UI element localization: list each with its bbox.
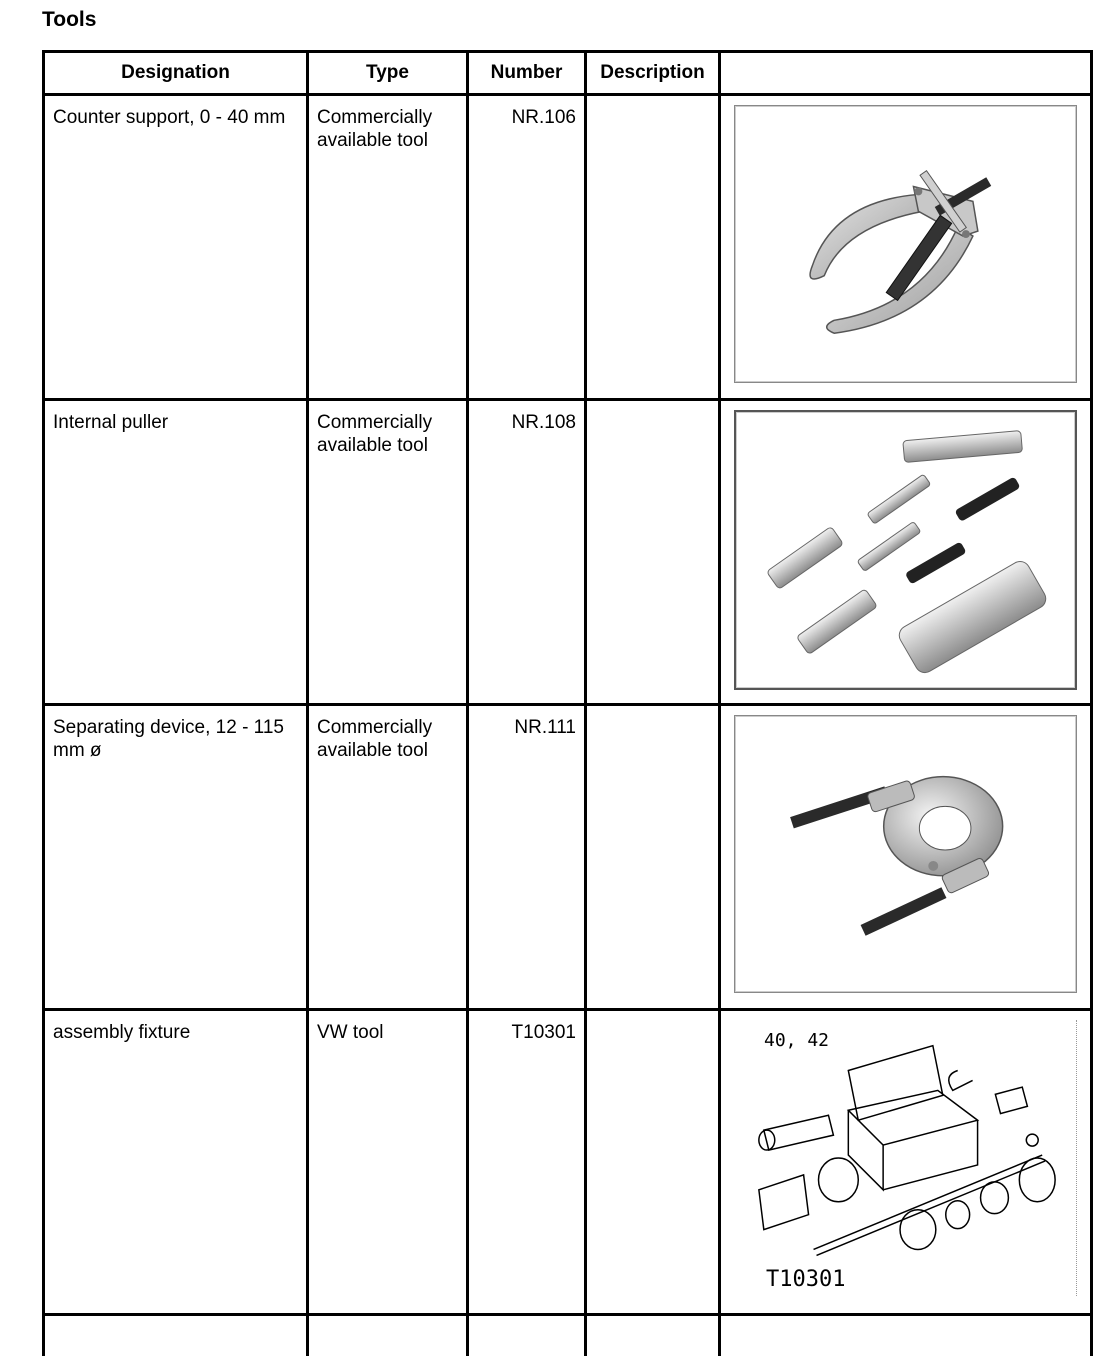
cell-empty xyxy=(44,1315,308,1356)
cell-description xyxy=(586,400,720,705)
table-row xyxy=(44,95,1092,400)
col-header-number: Number xyxy=(468,52,586,95)
cell-image xyxy=(720,95,1092,400)
cell-designation: assembly fixture xyxy=(44,1010,308,1315)
cell-description xyxy=(586,95,720,400)
image-label-top: 40, 42 xyxy=(764,1030,829,1051)
cell-number: NR.106 xyxy=(468,95,586,400)
table-row xyxy=(44,400,1092,705)
cell-empty xyxy=(720,1315,1092,1356)
assembly-fixture-kit-illustration xyxy=(734,1020,1076,1296)
col-header-designation: Designation xyxy=(44,52,308,95)
cell-image xyxy=(720,400,1092,705)
cell-type: Commercially available tool xyxy=(308,705,468,1010)
cell-type: Commercially available tool xyxy=(308,400,468,705)
internal-puller-set-illustration xyxy=(736,412,1075,688)
cell-empty xyxy=(586,1315,720,1356)
assembly-fixture-kit-image xyxy=(734,1020,1077,1296)
two-jaw-puller-illustration xyxy=(735,106,1076,382)
image-label-bottom: T10301 xyxy=(766,1267,845,1292)
tools-table xyxy=(42,50,1093,1356)
cell-designation: Counter support, 0 - 40 mm xyxy=(44,95,308,400)
cell-description xyxy=(586,705,720,1010)
table-row xyxy=(44,1010,1092,1315)
cell-empty xyxy=(308,1315,468,1356)
col-header-type: Type xyxy=(308,52,468,95)
cell-designation: Separating device, 12 - 115 mm ø xyxy=(44,705,308,1010)
table-row-partial xyxy=(44,1315,1092,1356)
two-jaw-puller-image xyxy=(734,105,1077,383)
cell-empty xyxy=(468,1315,586,1356)
cell-designation: Internal puller xyxy=(44,400,308,705)
cell-description xyxy=(586,1010,720,1315)
internal-puller-set-image xyxy=(734,410,1077,690)
col-header-description: Description xyxy=(586,52,720,95)
table-row xyxy=(44,705,1092,1010)
cell-number: NR.111 xyxy=(468,705,586,1010)
cell-number: T10301 xyxy=(468,1010,586,1315)
col-header-image xyxy=(720,52,1092,95)
page-heading: Tools xyxy=(42,8,96,32)
cell-number: NR.108 xyxy=(468,400,586,705)
cell-image xyxy=(720,705,1092,1010)
cell-image xyxy=(720,1010,1092,1315)
bearing-separator-image xyxy=(734,715,1077,993)
table-header-row xyxy=(44,52,1092,95)
cell-type: Commercially available tool xyxy=(308,95,468,400)
bearing-separator-illustration xyxy=(735,716,1076,992)
cell-type: VW tool xyxy=(308,1010,468,1315)
